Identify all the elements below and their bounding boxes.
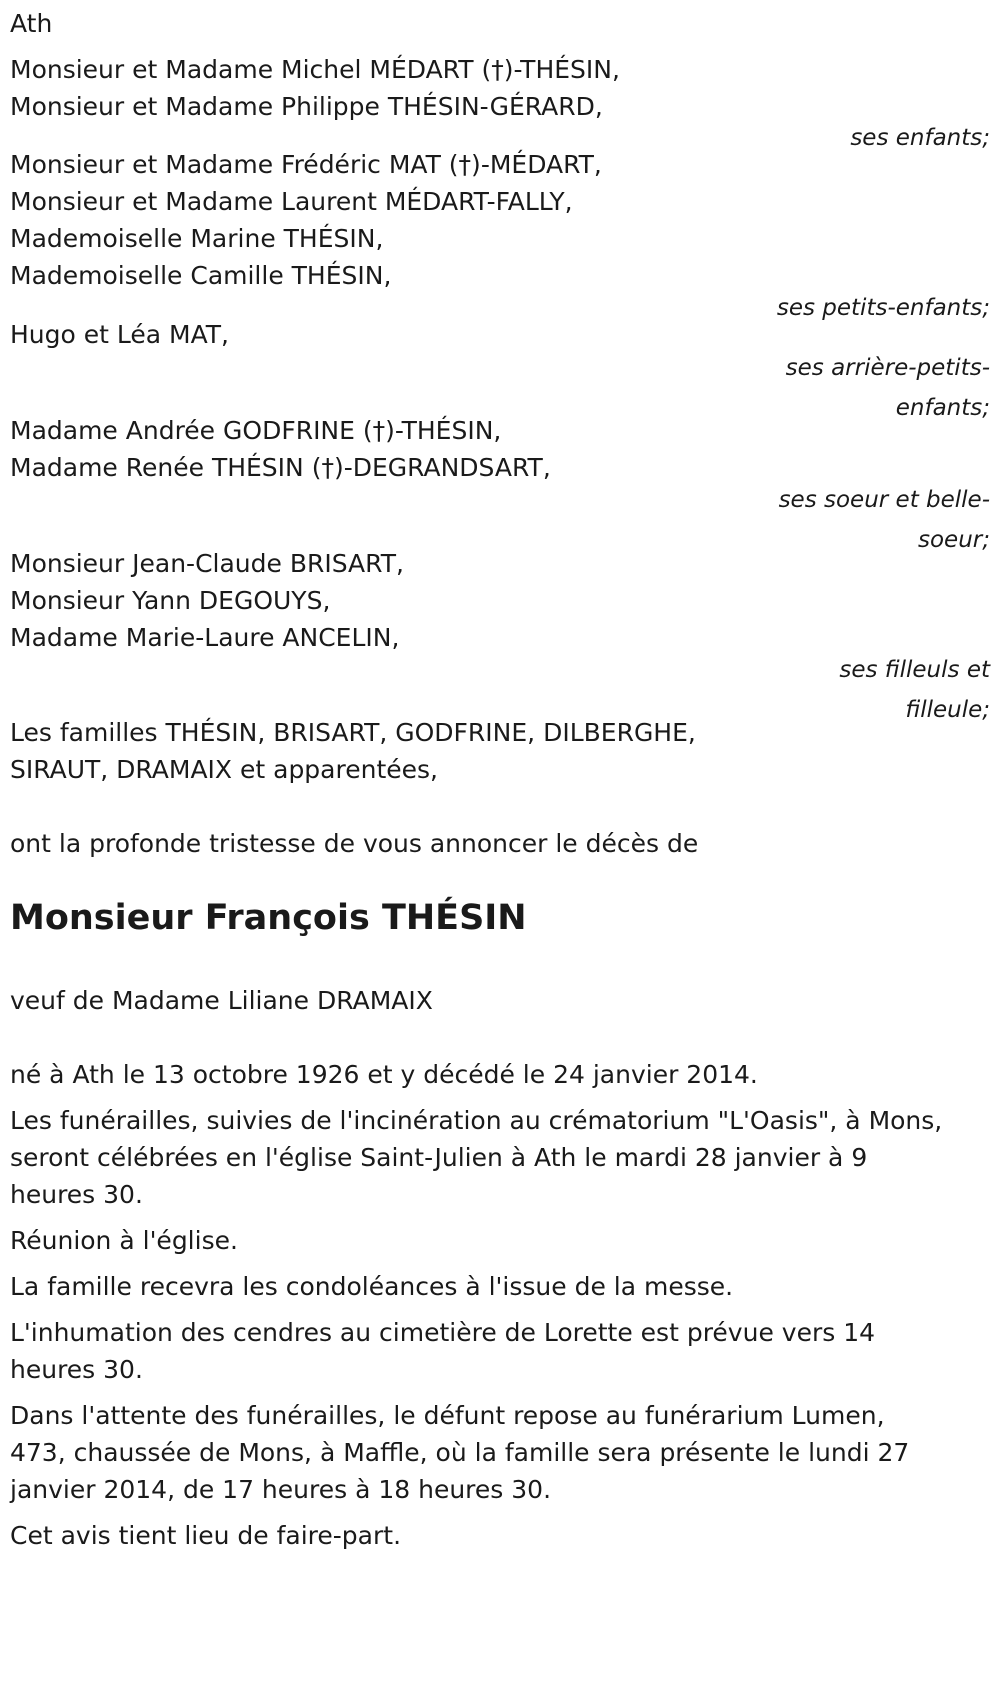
sisters-line-2: Madame Renée THÉSIN (†)-DEGRANDSART,: [10, 453, 551, 482]
announcement: ont la profonde tristesse de vous annoncer le décès de: [10, 829, 699, 858]
funeral-line-1: Les funérailles, suivies de l'incinération au crématorium "L'Oasis", à Mons,: [10, 1106, 943, 1135]
godchildren-line-2: Monsieur Yann DEGOUYS,: [10, 586, 331, 615]
birth-death: né à Ath le 13 octobre 1926 et y décédé le 24 janvier 2014.: [10, 1060, 758, 1089]
children-line-2: Monsieur et Madame Philippe THÉSIN-GÉRARD,: [10, 92, 603, 121]
deceased-name: Monsieur François THÉSIN: [10, 898, 527, 938]
closing: Cet avis tient lieu de faire-part.: [10, 1521, 402, 1550]
inhumation-line-1: L'inhumation des cendres au cimetière de Lorette est prévue vers 14: [10, 1318, 876, 1347]
visitation-line-3: janvier 2014, de 17 heures à 18 heures 30.: [10, 1475, 552, 1504]
widower-of: veuf de Madame Liliane DRAMAIX: [10, 986, 433, 1015]
meeting: Réunion à l'église.: [10, 1226, 238, 1255]
families-line-2: SIRAUT, DRAMAIX et apparentées,: [10, 755, 438, 784]
sisters-line-1: Madame Andrée GODFRINE (†)-THÉSIN,: [10, 416, 502, 445]
grandchildren-line-2: Monsieur et Madame Laurent MÉDART-FALLY,: [10, 187, 573, 216]
godchildren-label: ses filleuls et filleule;: [839, 657, 990, 723]
visitation-line-1: Dans l'attente des funérailles, le défunt repose au funérarium Lumen,: [10, 1401, 885, 1430]
children-label: ses enfants;: [850, 125, 990, 151]
sisters-label: ses soeur et belle-soeur;: [778, 487, 990, 553]
funeral-line-2: seront célébrées en l'église Saint-Julien à Ath le mardi 28 janvier à 9: [10, 1143, 868, 1172]
great-grandchildren-line-1: Hugo et Léa MAT,: [10, 320, 229, 349]
grandchildren-line-3: Mademoiselle Marine THÉSIN,: [10, 224, 384, 253]
condolences: La famille recevra les condoléances à l'issue de la messe.: [10, 1272, 734, 1301]
great-grandchildren-label: ses arrière-petits-enfants;: [785, 355, 990, 421]
grandchildren-line-1: Monsieur et Madame Frédéric MAT (†)-MÉDART,: [10, 150, 602, 179]
godchildren-line-3: Madame Marie-Laure ANCELIN,: [10, 623, 400, 652]
location: Ath: [10, 9, 53, 38]
visitation-line-2: 473, chaussée de Mons, à Maffle, où la famille sera présente le lundi 27: [10, 1438, 910, 1467]
inhumation-line-2: heures 30.: [10, 1355, 143, 1384]
children-line-1: Monsieur et Madame Michel MÉDART (†)-THÉSIN,: [10, 55, 620, 84]
families-line-1: Les familles THÉSIN, BRISART, GODFRINE, DILBERGHE,: [10, 718, 696, 747]
godchildren-line-1: Monsieur Jean-Claude BRISART,: [10, 549, 404, 578]
grandchildren-label: ses petits-enfants;: [776, 295, 990, 321]
grandchildren-line-4: Mademoiselle Camille THÉSIN,: [10, 261, 392, 290]
funeral-line-3: heures 30.: [10, 1180, 143, 1209]
